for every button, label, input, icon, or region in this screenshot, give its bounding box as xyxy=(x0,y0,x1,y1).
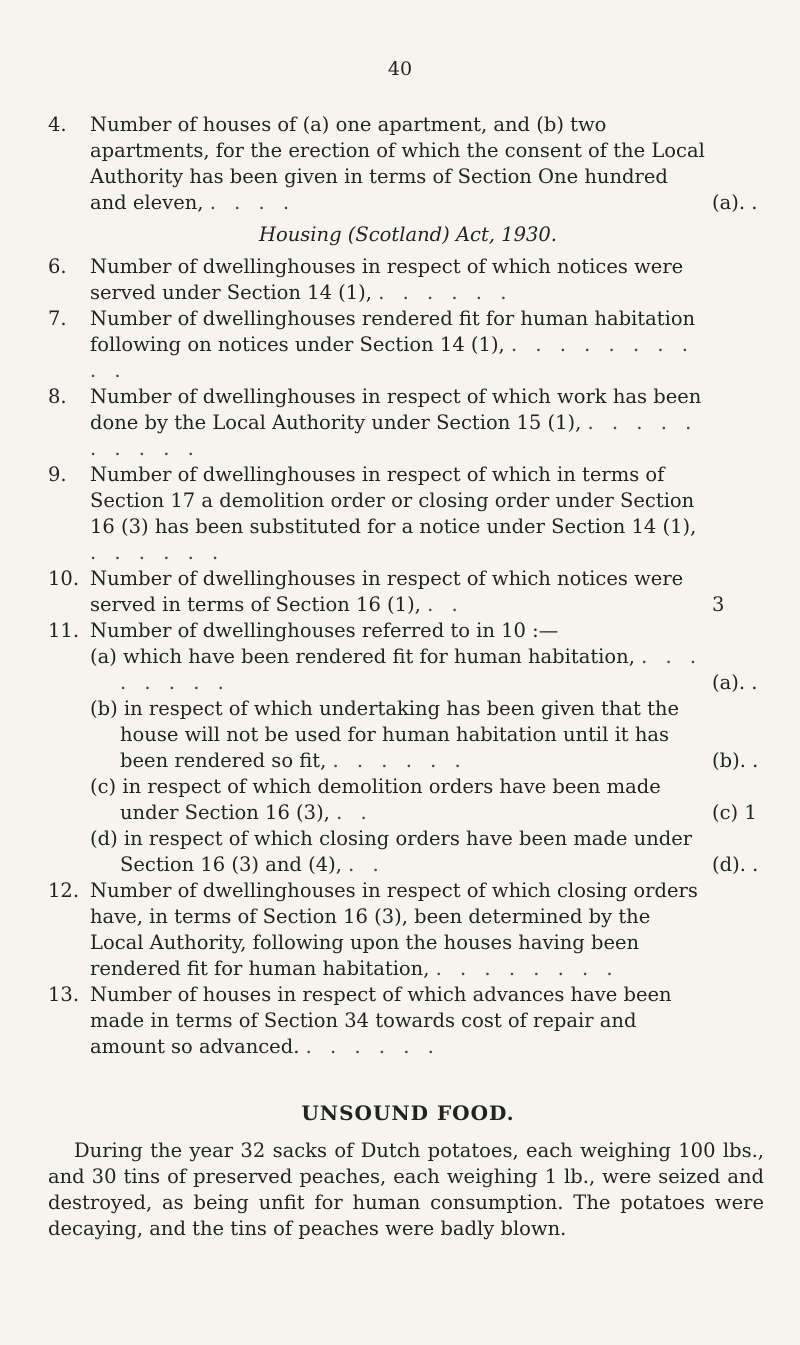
item-number: 7. xyxy=(48,307,67,330)
item-text-body: Number of dwellinghouses in respect of which closing orders have, in terms of Section 16 (3), been determined by the Local Authority, following upon the houses having been rendered fit for human habitation, xyxy=(90,879,698,980)
sub-item-text: which have been rendered fit for human habitation, xyxy=(123,645,635,668)
item-text xyxy=(90,462,708,566)
item-number: 6. xyxy=(48,255,67,278)
item-value: (a). . xyxy=(712,191,758,214)
item-4 xyxy=(48,112,768,216)
item-number: 4. xyxy=(48,113,67,136)
item-9 xyxy=(48,462,768,566)
dot-leader: . . . . . . . . xyxy=(120,645,703,694)
sub-item-label: (b) xyxy=(90,697,118,720)
dot-leader: . . . . . . xyxy=(90,541,225,564)
item-text xyxy=(90,112,708,216)
item-number: 13. xyxy=(48,983,80,1006)
dot-leader: . . . . . . xyxy=(332,749,467,772)
item-text xyxy=(90,982,708,1060)
item-text xyxy=(90,254,708,306)
sub-item-value: (b). . xyxy=(712,749,759,772)
item-text-body: Number of dwellinghouses in respect of which notices were served in terms of Section 16 (1), xyxy=(90,567,684,616)
item-text-body: Number of houses of (a) one apartment, and (b) two apartments, for the erection of which the consent of the Local Authority has been given in terms of Section One hundred and eleven, xyxy=(90,113,705,214)
item-number: 12. xyxy=(48,879,80,902)
item-8 xyxy=(48,384,768,462)
item-text xyxy=(90,618,708,644)
item-text xyxy=(90,306,708,384)
sub-item-text: in respect of which closing orders have been made under Section 16 (3) and (4), xyxy=(120,827,693,876)
sub-item-a xyxy=(48,644,768,696)
item-7 xyxy=(48,306,768,384)
dot-leader: . . . . xyxy=(209,191,296,214)
item-text-body: Number of dwellinghouses in respect of which in terms of Section 17 a demolition order or closing order under Section 16 (3) has been substituted for a notice under Section 14 (1), xyxy=(90,463,697,538)
item-text xyxy=(90,566,708,618)
item-number: 9. xyxy=(48,463,67,486)
item-text xyxy=(90,878,708,982)
item-number: 8. xyxy=(48,385,67,408)
unsound-food-paragraph: During the year 32 sacks of Dutch potatoes, each weighing 100 lbs., and 30 tins of preserved peaches, each weighing 1 lb., were seized and destroyed, as being unfit for human consumption. The potatoes were decaying, and the tins of peaches were badly blown. xyxy=(48,1139,764,1240)
act-heading: Housing (Scotland) Act, 1930. xyxy=(258,223,558,246)
item-text-body: Number of dwellinghouses rendered fit for human habitation following on notices under Section 14 (1), xyxy=(90,307,696,356)
sub-item-text: in respect of which undertaking has been given that the house will not be used for human habitation until it has been rendered so fit, xyxy=(120,697,680,772)
sub-item-value: (d). . xyxy=(712,853,759,876)
item-number: 10. xyxy=(48,567,80,590)
page-number: 40 xyxy=(387,58,413,80)
item-13 xyxy=(48,982,768,1060)
sub-item-value: (a). . xyxy=(712,671,758,694)
item-10 xyxy=(48,566,768,618)
sub-item-label: (d) xyxy=(90,827,118,850)
item-text-body: Number of dwellinghouses in respect of which notices were served under Section 14 (1), xyxy=(90,255,684,304)
item-11 xyxy=(48,618,768,644)
sub-item-b xyxy=(48,696,768,774)
section-heading-unsound-food: UNSOUND FOOD. xyxy=(301,1101,515,1125)
document-body xyxy=(48,112,768,1242)
dot-leader: . . . . . . . . . . xyxy=(90,411,698,460)
item-text-body: Number of houses in respect of which advances have been made in terms of Section 34 towards cost of repair and amount so advanced. xyxy=(90,983,672,1058)
item-6 xyxy=(48,254,768,306)
dot-leader: . . xyxy=(336,801,373,824)
dot-leader: . . xyxy=(427,593,464,616)
dot-leader: . . . . . . . . . . xyxy=(90,333,694,382)
dot-leader: . . . . . . . . xyxy=(435,957,619,980)
item-text-body: Number of dwellinghouses referred to in 10 :— xyxy=(90,619,559,642)
dot-leader: . . . . . . xyxy=(378,281,513,304)
item-12 xyxy=(48,878,768,982)
dot-leader: . . . . . . xyxy=(305,1035,440,1058)
item-number: 11. xyxy=(48,619,80,642)
sub-item-d xyxy=(48,826,768,878)
item-value: 3 xyxy=(712,593,725,616)
sub-item-label: (c) xyxy=(90,775,117,798)
sub-item-label: (a) xyxy=(90,645,117,668)
sub-item-text: in respect of which demolition orders have been made under Section 16 (3), xyxy=(120,775,661,824)
dot-leader: . . xyxy=(348,853,385,876)
item-text-body: Number of dwellinghouses in respect of which work has been done by the Local Authority under Section 15 (1), xyxy=(90,385,702,434)
item-text xyxy=(90,384,708,462)
sub-item-c xyxy=(48,774,768,826)
sub-item-value: (c) 1 xyxy=(712,801,757,824)
